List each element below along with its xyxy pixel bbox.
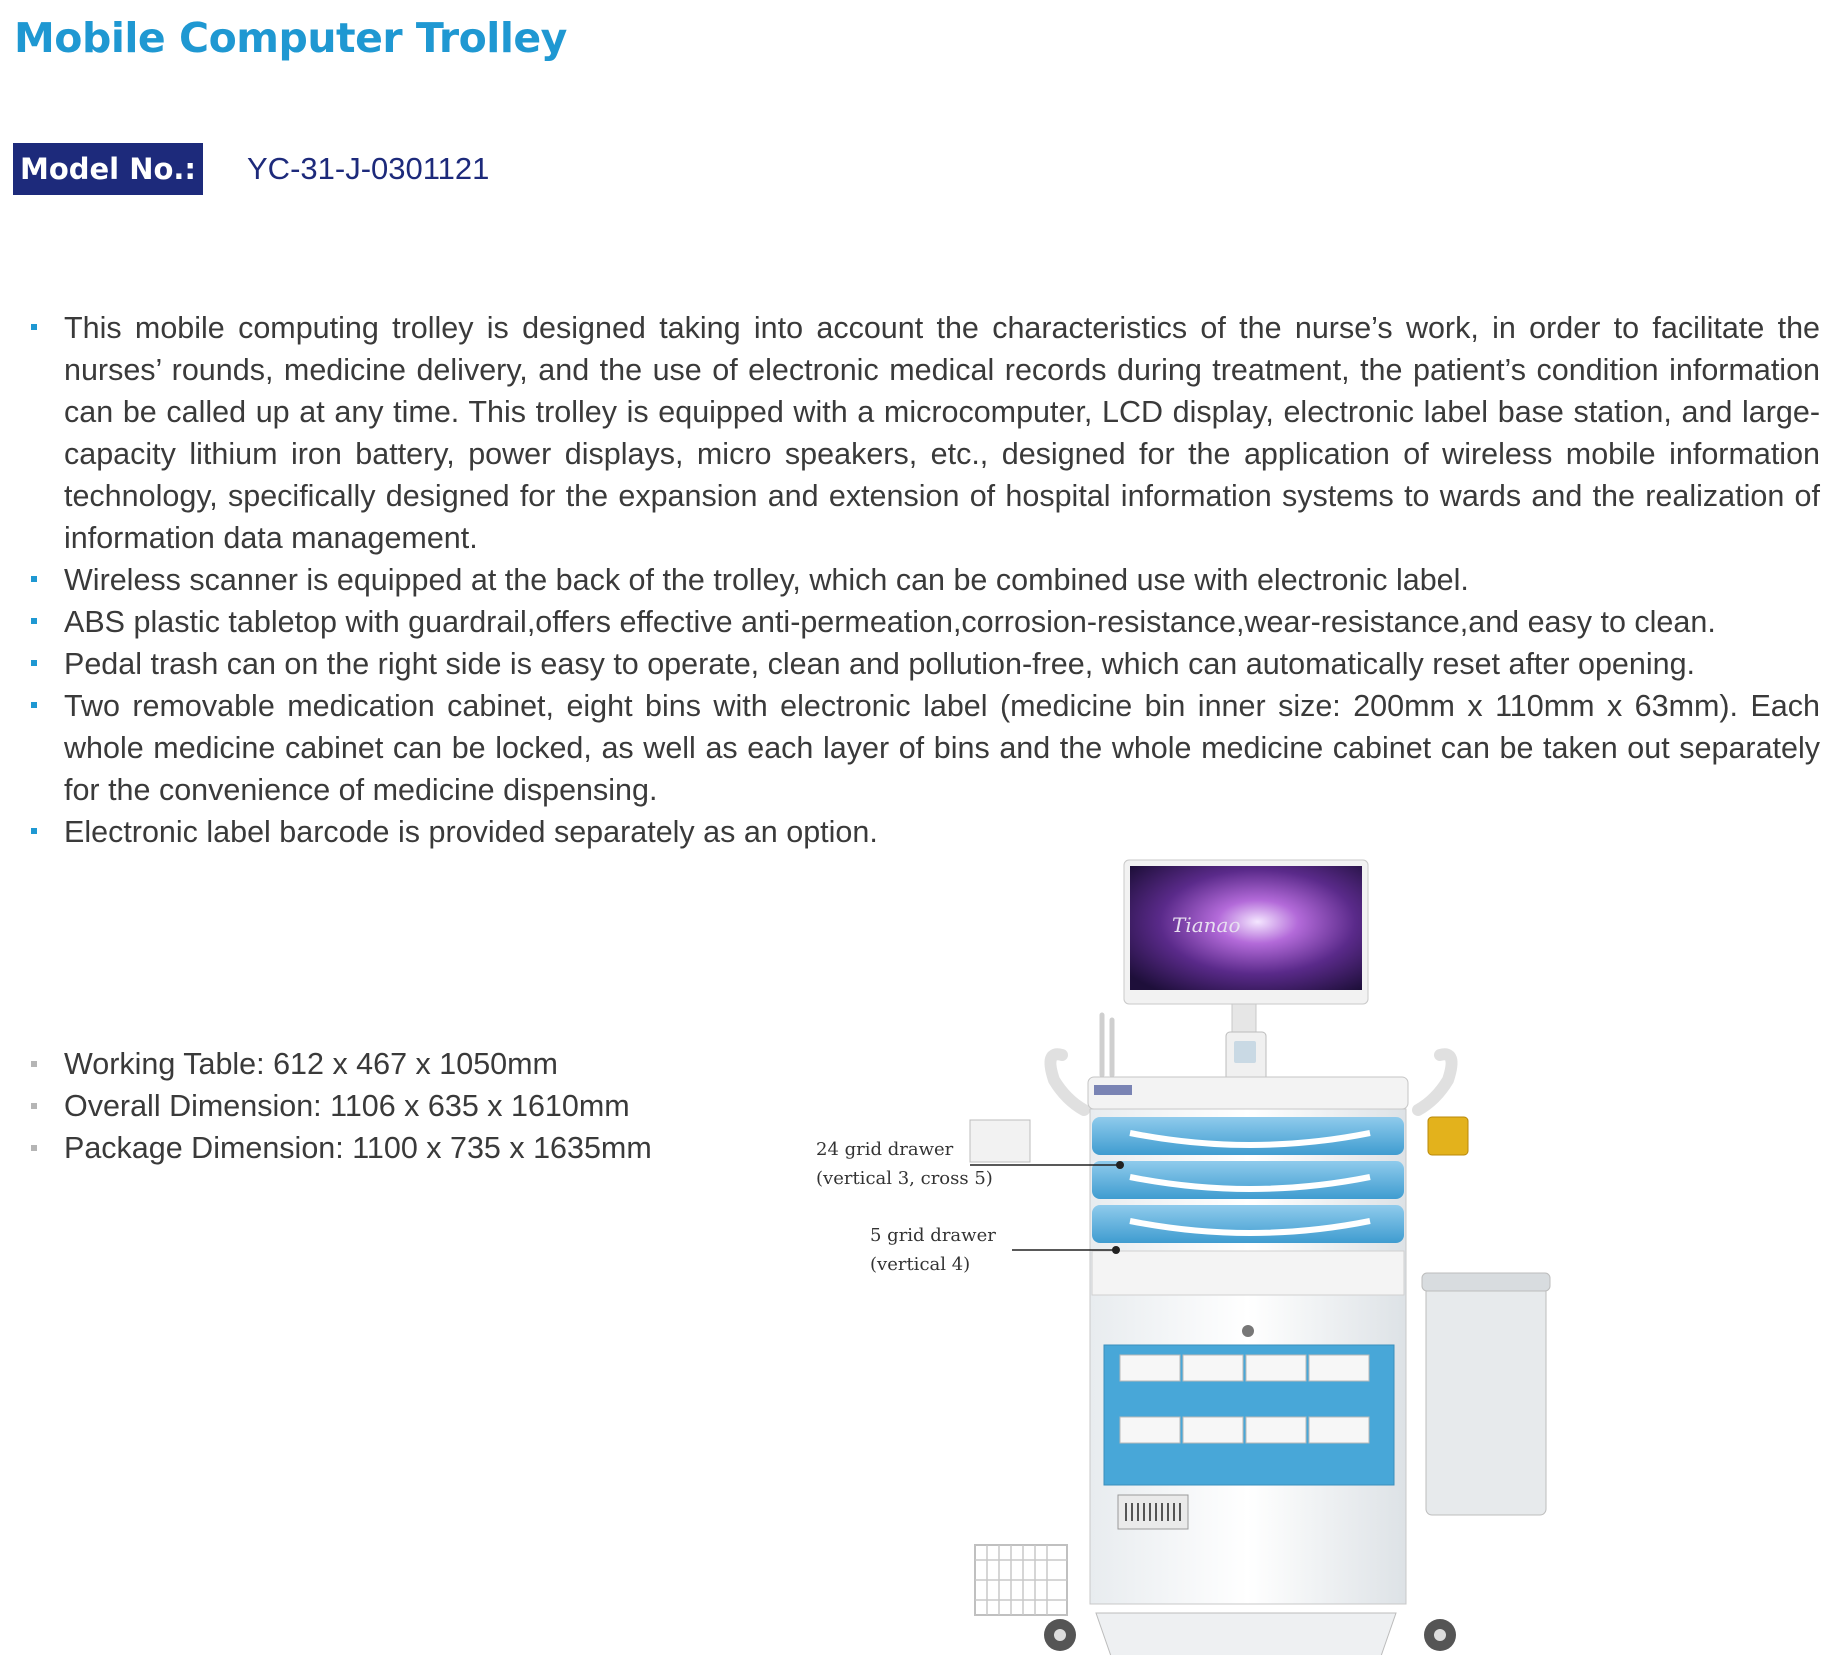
medicine-bin [1183,1355,1243,1381]
caster-wheel [1424,1619,1456,1651]
bullet-icon [31,660,37,666]
feature-list [28,307,1820,853]
callout-title: 5 grid drawer [870,1225,996,1246]
monitor-screen [1130,866,1362,990]
feature-item: Two removable medication cabinet, eight bins with electronic label (medicine bin inner size: 200mm x 110mm x 63mm). Each whole medicine cabinet can be locked, as well as each layer of bins and the whole medicine cabinet can be taken out separately for the convenience of medicine dispensing. [28,685,1820,811]
callout-subtitle: (vertical 3, cross 5) [816,1168,993,1189]
medicine-bin [1309,1417,1369,1443]
blue-drawer [1092,1161,1404,1199]
medicine-bin [1246,1417,1306,1443]
bullet-icon [31,702,37,708]
model-number-value: YC-31-J-0301121 [247,151,490,186]
callout-title: 24 grid drawer [816,1139,954,1160]
caster-wheel [1044,1619,1076,1651]
medicine-bin [1183,1417,1243,1443]
medicine-bin [1120,1417,1180,1443]
blue-drawer [1092,1117,1404,1155]
lock-icon [1242,1325,1254,1337]
battery-box [1118,1495,1188,1529]
feature-item: This mobile computing trolley is designed taking into account the characteristics of the nurse’s work, in order to facilitate the nurses’ rounds, medicine delivery, and the use of electronic medical records during treatment, the patient’s condition information can be called up at any time. This trolley is equipped with a microcomputer, LCD display, electronic label base station, and large-capacity lithium iron battery, power displays, micro speakers, etc., designed for the application of wireless mobile information technology, specifically designed for the expansion and extension of hospital information systems to wards and the realization of information data management. [28,307,1820,559]
feature-item: Pedal trash can on the right side is easy to operate, clean and pollution-free, which can automatically reset after opening. [28,643,1820,685]
page-title: Mobile Computer Trolley [14,14,567,62]
bullet-icon [31,828,37,834]
sharps-container [1428,1117,1468,1155]
medicine-bin [1246,1355,1306,1381]
model-number-row [13,143,489,195]
screen-brand-logo: Tianao [1172,913,1241,937]
feature-item: ABS plastic tabletop with guardrail,offers effective anti-permeation,corrosion-resistance,wear-resistance,and easy to clean. [28,601,1820,643]
bullet-icon [31,618,37,624]
medicine-bin [1309,1355,1369,1381]
feature-item: Electronic label barcode is provided separately as an option. [28,811,1820,853]
bullet-icon [31,1103,37,1109]
callout-dot [1116,1161,1124,1169]
left-handle [1050,1054,1084,1110]
trolley-figure [800,855,1580,1655]
model-label-badge: Model No.: [13,143,203,195]
bottom-tray [1096,1613,1396,1655]
bullet-icon [31,1145,37,1151]
spec-item: Overall Dimension: 1106 x 635 x 1610mm [28,1085,652,1127]
spec-list [28,1043,652,1169]
bullet-icon [31,1061,37,1067]
bullet-icon [31,324,37,330]
tabletop [1088,1077,1408,1109]
plain-drawer [1092,1251,1404,1295]
medicine-bin [1120,1355,1180,1381]
bullet-icon [31,576,37,582]
callout-subtitle: (vertical 4) [870,1254,971,1275]
callout-24-grid-drawer [816,1135,993,1193]
callout-5-grid-drawer [870,1221,996,1279]
right-handle [1418,1054,1452,1110]
monitor [1124,860,1368,1084]
callout-dot [1112,1246,1120,1254]
blue-drawer [1092,1205,1404,1243]
feature-item: Wireless scanner is equipped at the back of the trolley, which can be combined use with electronic label. [28,559,1820,601]
spec-item: Package Dimension: 1100 x 735 x 1635mm [28,1127,652,1169]
trash-bin [1426,1285,1546,1515]
spec-item: Working Table: 612 x 467 x 1050mm [28,1043,652,1085]
